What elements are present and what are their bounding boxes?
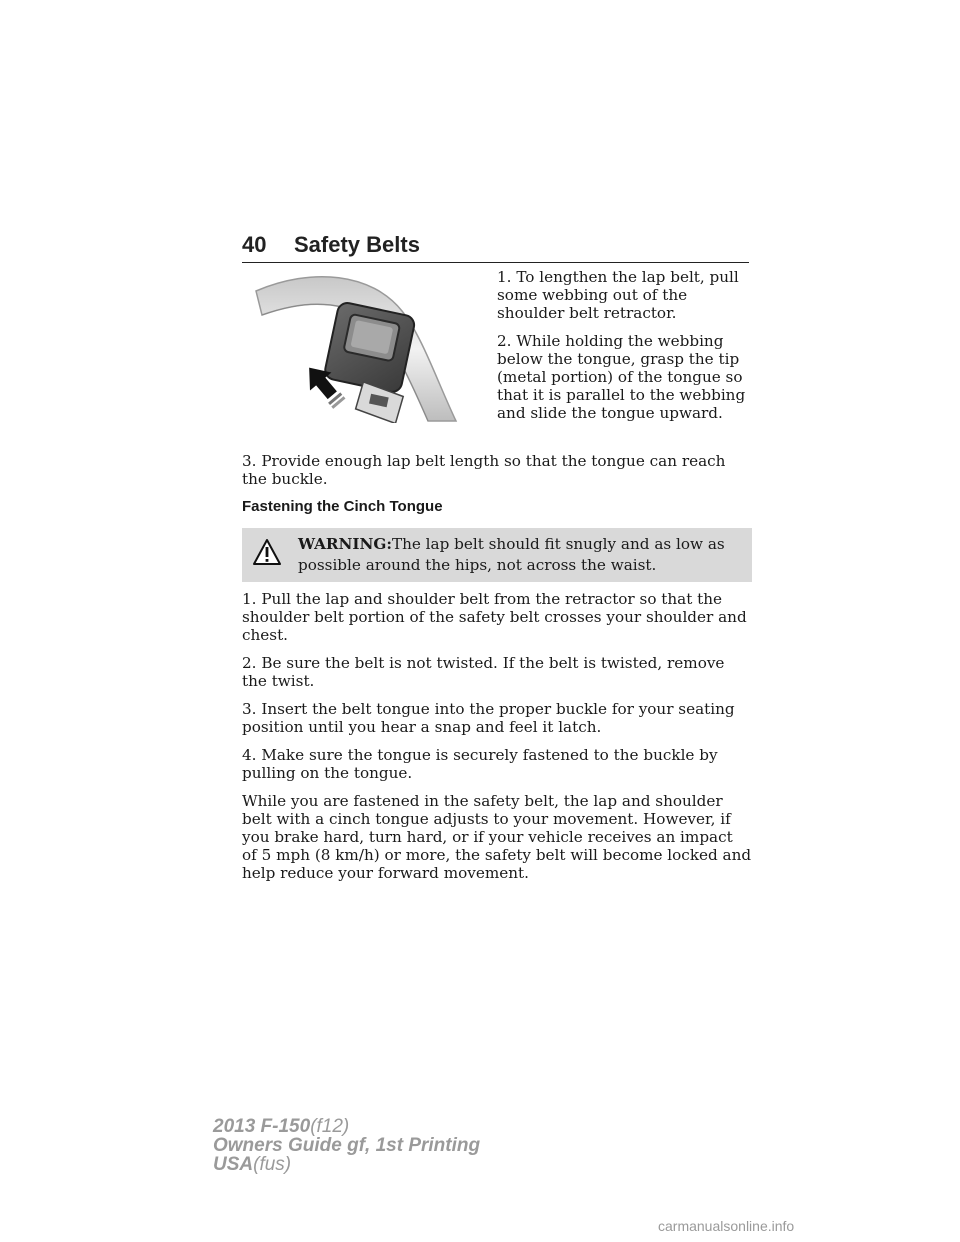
footer-code: (f12) xyxy=(310,1116,350,1137)
warning-triangle-icon xyxy=(252,538,282,566)
seat-belt-tongue-icon xyxy=(252,271,458,423)
warning-message: The lap belt should fit snugly and as low as possible around the hips, not across the waist. xyxy=(298,535,725,574)
footer-model: 2013 F-150 xyxy=(213,1116,311,1137)
side-step-1: 1. To lengthen the lap belt, pull some webbing out of the shoulder belt retractor. xyxy=(497,268,739,322)
page-header xyxy=(242,232,749,263)
side-step-2: 2. While holding the webbing below the tongue, grasp the tip (metal portion) of the tongue so that it is parallel to the webbing and slide the tongue upward. xyxy=(497,332,746,422)
fasten-step-4: 4. Make sure the tongue is securely fastened to the buckle by pulling on the tongue. xyxy=(242,746,718,782)
side-instructions xyxy=(497,268,755,432)
section-title: Safety Belts xyxy=(294,232,420,257)
page-number: 40 xyxy=(242,232,267,257)
footer-market: USA xyxy=(213,1154,254,1175)
watermark: carmanualsonline.info xyxy=(658,1218,795,1234)
fasten-step-3: 3. Insert the belt tongue into the proper buckle for your seating position until you hear a snap and feel it latch. xyxy=(242,700,735,736)
closing-paragraph: While you are fastened in the safety belt, the lap and shoulder belt with a cinch tongue adjusts to your movement. However, if you brake hard, turn hard, or if your vehicle receives an impact of 5 mph (8 km/h) or more, the safety belt will become locked and help reduce your forward movement. xyxy=(242,792,752,882)
fasten-step-2: 2. Be sure the belt is not twisted. If the belt is twisted, remove the twist. xyxy=(242,654,725,690)
warning-box xyxy=(242,528,752,582)
fasten-step-1: 1. Pull the lap and shoulder belt from the retractor so that the shoulder belt portion of the safety belt crosses your shoulder and chest. xyxy=(242,590,747,644)
warning-label: WARNING: xyxy=(298,535,392,553)
print-footer xyxy=(213,1117,480,1174)
seat-belt-tongue-illustration xyxy=(252,271,458,423)
warning-text xyxy=(298,534,744,576)
subheading: Fastening the Cinch Tongue xyxy=(242,498,443,515)
step-3-buckle: 3. Provide enough lap belt length so that the tongue can reach the buckle. xyxy=(242,452,726,488)
footer-edition: Owners Guide gf, 1st Printing xyxy=(213,1135,481,1156)
main-body xyxy=(242,452,752,892)
footer-market-code: (fus) xyxy=(253,1154,292,1175)
